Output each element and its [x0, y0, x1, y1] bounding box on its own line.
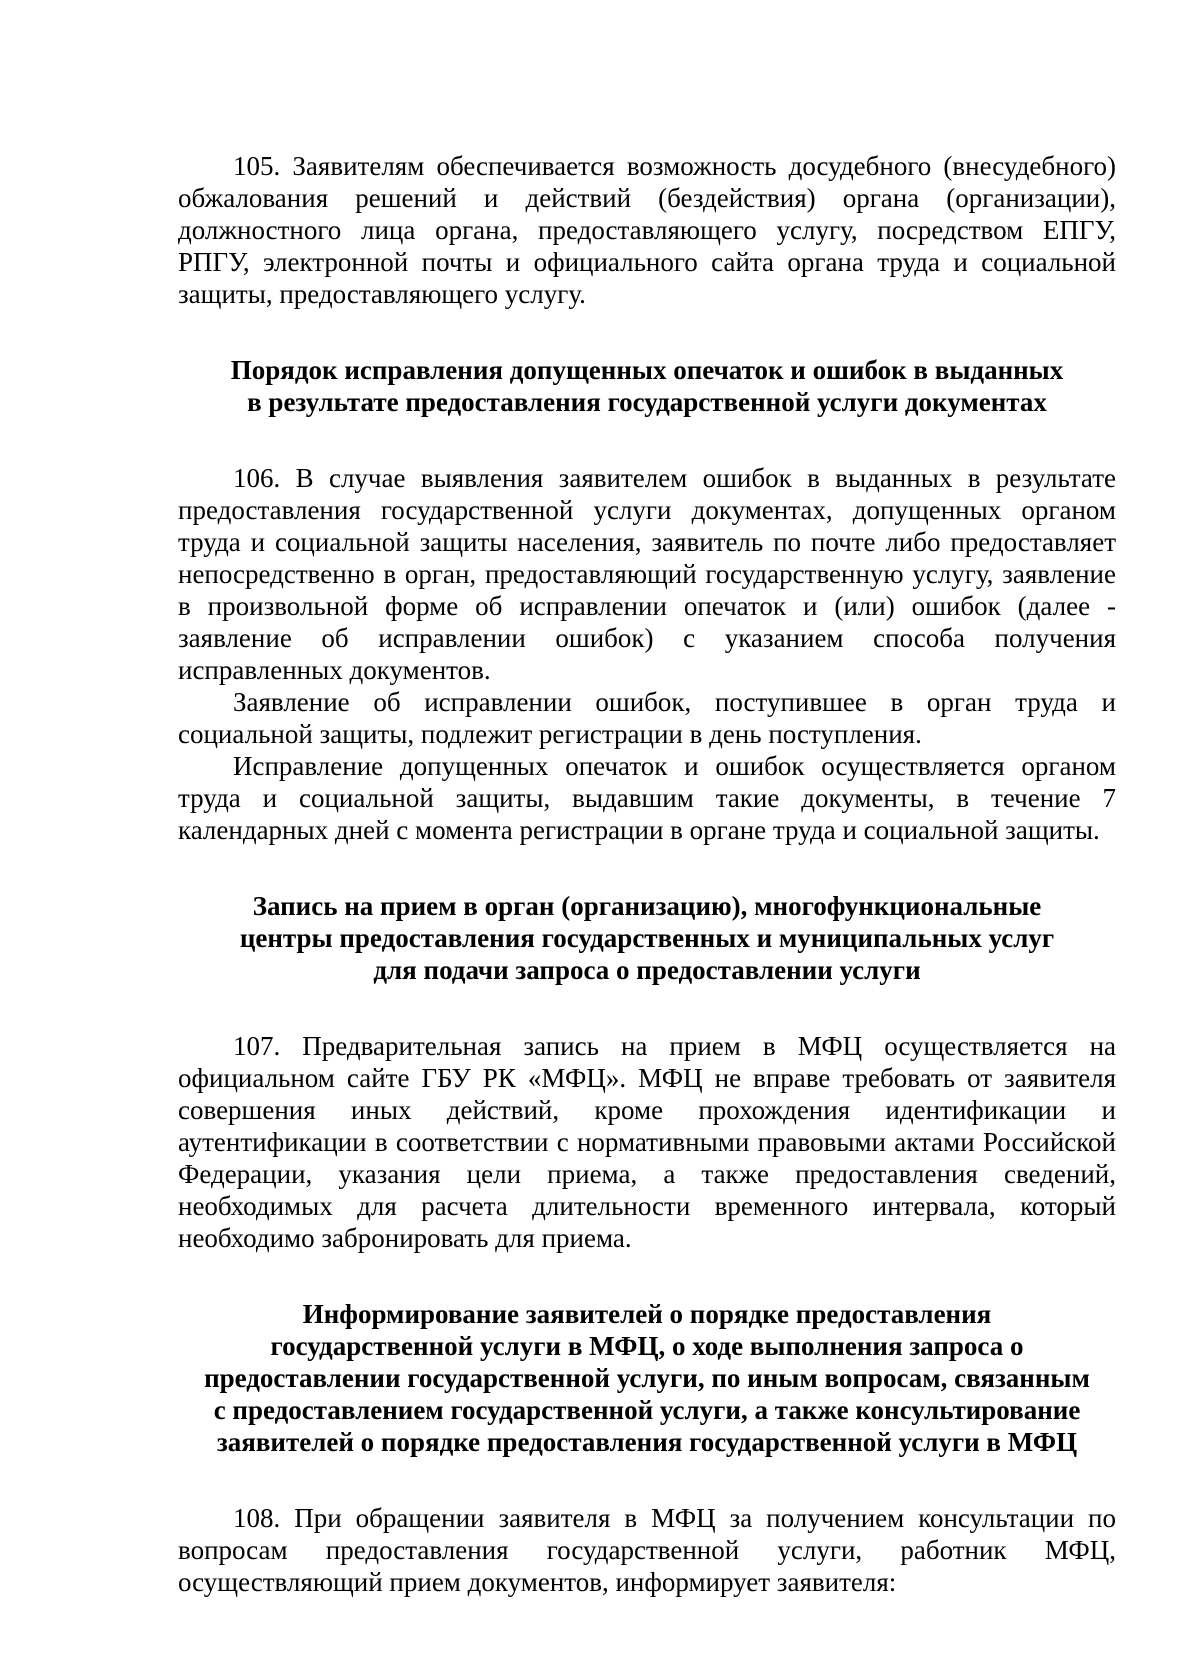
paragraph-106: 106. В случае выявления заявителем ошибок в выданных в результате предоставления государственной услуги документах, допущенных органом труда и социальной защиты населения, заявитель по почте либо предоставляет непосредственно в орган, предоставляющий государственную услугу, заявление в произвольной форме об исправлении опечаток и (или) ошибок (далее - заявление об исправлении ошибок) с указанием способа получения исправленных документов. — [178, 463, 1116, 685]
section-heading-error-correction — [178, 354, 1116, 418]
paragraph-106-correction: Исправление допущенных опечаток и ошибок осуществляется органом труда и социальной защиты, выдавшим такие документы, в течение 7 календарных дней с момента регистрации в органе труда и социальной защиты. — [178, 751, 1116, 845]
paragraph-107: 107. Предварительная запись на прием в МФЦ осуществляется на официальном сайте ГБУ РК «МФЦ». МФЦ не вправе требовать от заявителя совершения иных действий, кроме прохождения идентификации и аутентификации в соответствии с нормативными правовыми актами Российской Федерации, указания цели приема, а также предоставления сведений, необходимых для расчета длительности временного интервала, который необходимо забронировать для приема. — [178, 1031, 1116, 1253]
heading-line: центры предоставления государственных и муниципальных услуг — [239, 923, 1055, 953]
heading-line: предоставлении государственной услуги, по иным вопросам, связанным — [204, 1363, 1090, 1393]
paragraph-108: 108. При обращении заявителя в МФЦ за получением консультации по вопросам предоставления государственной услуги, работник МФЦ, осуществляющий прием документов, информирует заявителя: — [178, 1503, 1116, 1597]
heading-line: в результате предоставления государственной услуги документах — [247, 387, 1047, 417]
heading-line: заявителей о порядке предоставления государственной услуги в МФЦ — [216, 1427, 1078, 1457]
section-heading-appointment — [178, 890, 1116, 986]
heading-line: государственной услуги в МФЦ, о ходе выполнения запроса о — [270, 1331, 1024, 1361]
heading-line: Запись на прием в орган (организацию), многофункциональные — [252, 891, 1042, 921]
heading-line: с предоставлением государственной услуги, а также консультирование — [213, 1395, 1081, 1425]
section-heading-informing — [178, 1298, 1116, 1458]
paragraph-105: 105. Заявителям обеспечивается возможность досудебного (внесудебного) обжалования решений и действий (бездействия) органа (организации), должностного лица органа, предоставляющего услугу, посредством ЕПГУ, РПГУ, электронной почты и официального сайта органа труда и социальной защиты, предоставляющего услугу. — [178, 151, 1116, 309]
heading-line: Порядок исправления допущенных опечаток и ошибок в выданных — [230, 355, 1064, 385]
document-body — [178, 150, 1116, 1598]
heading-line: Информирование заявителей о порядке предоставления — [302, 1299, 992, 1329]
heading-line: для подачи запроса о предоставлении услуги — [373, 955, 921, 985]
paragraph-106-registration: Заявление об исправлении ошибок, поступившее в орган труда и социальной защиты, подлежит регистрации в день поступления. — [178, 687, 1116, 749]
